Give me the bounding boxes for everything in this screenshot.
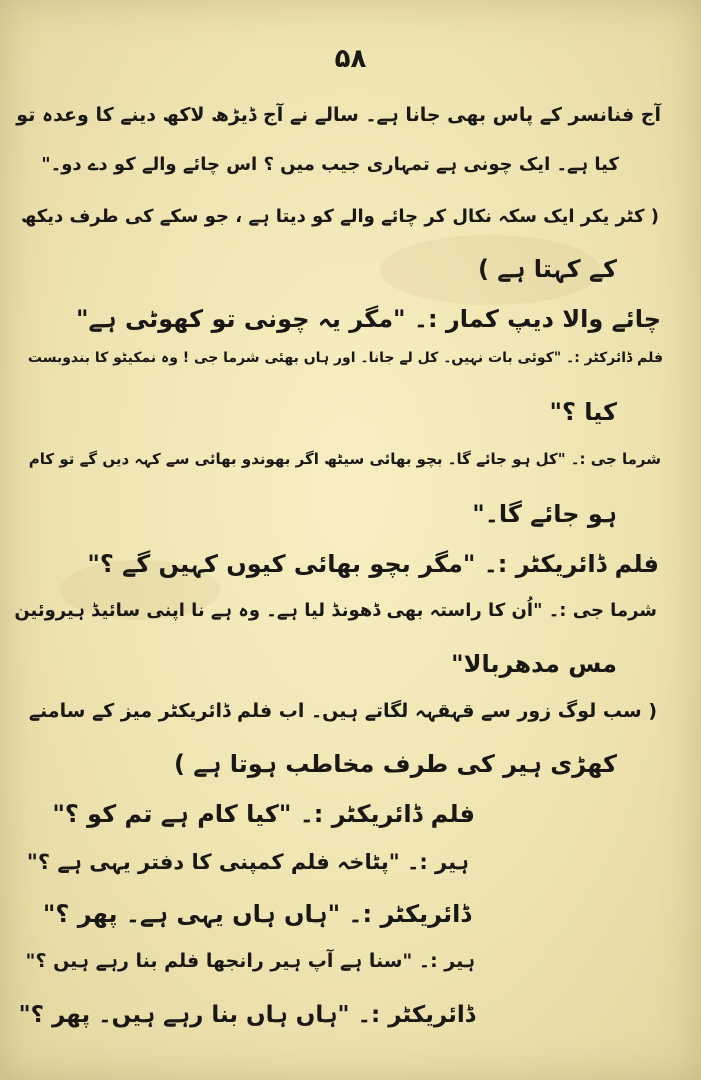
text-line: فلم ڈائریکٹر :۔ "کیا کام ہے تم کو ؟" [52, 800, 475, 828]
text-line: شرما جی :۔ "کل ہو جائے گا۔ بچو بھائی سیٹھ اگر بھوندو بھائی سے کہہ دیں گے تو کام [28, 450, 661, 468]
text-line: ڈائریکٹر :۔ "ہاں ہاں بنا رہے ہیں۔ پھر ؟" [18, 1002, 475, 1028]
text-line: ( سب لوگ زور سے قہقہہ لگاتے ہیں۔ اب فلم ڈائریکٹر میز کے سامنے [28, 700, 657, 722]
text-line: کیا ؟" [549, 398, 617, 426]
text-line: آج فنانسر کے پاس بھی جانا ہے۔ سالے نے آج ڈیڑھ لاکھ دینے کا وعدہ تو [16, 104, 661, 126]
text-line: کھڑی ہیر کی طرف مخاطب ہوتا ہے ) [173, 750, 617, 778]
text-line: کے کہتا ہے ) [477, 255, 617, 283]
text-line: فلم ڈائرکٹر :۔ "کوئی بات نہیں۔ کل لے جانا۔ اور ہاں بھئی شرما جی ! وہ نمکیٹو کا بندوبست [27, 350, 663, 366]
text-line: ( کٹر یکر ایک سکہ نکال کر چائے والے کو دیتا ہے ، جو سکے کی طرف دیکھ [20, 206, 659, 227]
text-line: کیا ہے۔ ایک چونی ہے تمہاری جیب میں ؟ اس چائے والے کو دے دو۔" [41, 154, 619, 175]
text-line: چائے والا دیپ کمار :۔ "مگر یہ چونی تو کھوٹی ہے" [75, 305, 661, 333]
text-line: مس مدھربالا" [451, 650, 617, 678]
text-line: ہو جائے گا۔" [472, 500, 617, 528]
page-number: ۵۸ [334, 44, 367, 74]
text-line: ہیر :۔ "پٹاخہ فلم کمپنی کا دفتر یہی ہے ؟" [26, 850, 469, 874]
text-line: شرما جی :۔ "اُن کا راستہ بھی ڈھونڈ لیا ہے۔ وہ ہے نا اپنی سائیڈ ہیروئین [14, 600, 657, 621]
text-line: فلم ڈائریکٹر :۔ "مگر بچو بھائی کیوں کہیں گے ؟" [87, 550, 659, 578]
text-line: ڈائریکٹر :۔ "ہاں ہاں یہی ہے۔ پھر ؟" [42, 900, 471, 928]
text-line: ہیر :۔ "سنا ہے آپ ہیر رانجھا فلم بنا رہے ہیں ؟" [25, 950, 475, 972]
